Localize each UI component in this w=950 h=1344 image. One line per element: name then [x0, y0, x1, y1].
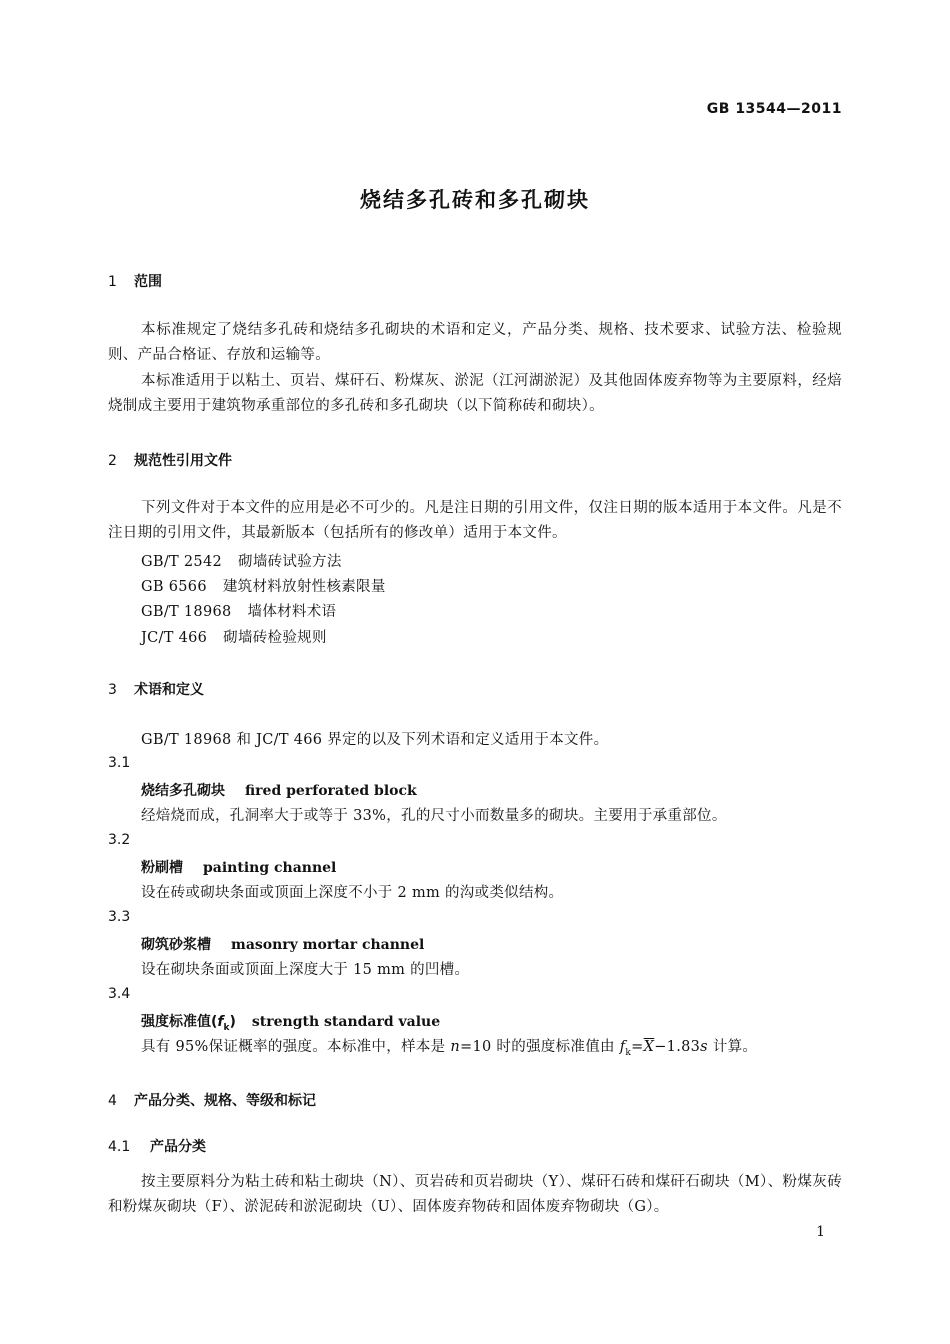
reference-title: 建筑材料放射性核素限量 [222, 579, 386, 595]
section-title: 术语和定义 [134, 682, 204, 698]
section-2-heading [108, 450, 232, 470]
def-part: −1.83 [654, 1039, 701, 1055]
term-definition: 设在砌块条面或顶面上深度大于 15 mm 的凹槽。 [141, 962, 470, 978]
term-number: 3.1 [108, 755, 131, 771]
term-en: masonry mortar channel [231, 937, 425, 953]
reference-title: 墙体材料术语 [247, 604, 337, 620]
section-2-paragraph-1: 下列文件对于本文件的应用是必不可少的。凡是注日期的引用文件，仅注日期的版本适用于本文件。凡是不注日期的引用文件，其最新版本（包括所有的修改单）适用于本文件。 [108, 500, 842, 541]
term-en: painting channel [203, 860, 337, 876]
term-number: 3.4 [108, 986, 131, 1002]
term-number: 3.3 [108, 909, 131, 925]
term-name [141, 1011, 440, 1033]
reference-item [141, 575, 386, 596]
term-zh-close: ) [229, 1014, 236, 1030]
reference-title: 砌墙砖试验方法 [238, 554, 342, 570]
reference-item [141, 626, 327, 647]
term-zh [141, 1014, 236, 1033]
term-en: strength standard value [251, 1014, 441, 1030]
term-name [141, 934, 424, 954]
section-number: 3 [108, 682, 117, 698]
section-3-heading [108, 679, 204, 699]
reference-code: GB/T 18968 [141, 604, 232, 620]
def-var-s: s [700, 1039, 708, 1055]
term-symbol-subscript: k [223, 1022, 230, 1033]
standard-number: GB 13544—2011 [706, 101, 842, 117]
section-1-heading [108, 271, 162, 291]
subsection-number: 4.1 [108, 1139, 131, 1155]
reference-code: GB 6566 [141, 579, 207, 595]
reference-code: JC/T 466 [141, 630, 208, 646]
term-name [141, 780, 417, 800]
term-name [141, 857, 336, 877]
reference-title: 砌墙砖检验规则 [223, 630, 327, 646]
term-zh: 粉刷槽 [141, 860, 183, 876]
section-4-1-paragraph-1: 按主要原料分为粘土砖和粘土砌块（N）、页岩砖和页岩砌块（Y）、煤矸石砖和煤矸石砌块（M）、粉煤灰砖和粉煤灰砌块（F）、淤泥砖和淤泥砌块（U）、固体废弃物砖和固体废弃物砌块（G）。 [108, 1174, 842, 1215]
section-title: 产品分类、规格、等级和标记 [134, 1093, 316, 1109]
def-part: 具有 95%保证概率的强度。本标准中，样本是 [141, 1039, 451, 1055]
section-1-paragraph-2: 本标准适用于以粘土、页岩、煤矸石、粉煤灰、淤泥（江河湖淤泥）及其他固体废弃物等为主要原料，经焙烧制成主要用于建筑物承重部位的多孔砖和多孔砌块（以下简称砖和砌块）。 [108, 373, 842, 414]
term-zh: 砌筑砂浆槽 [141, 937, 211, 953]
reference-item [141, 600, 336, 621]
page-number: 1 [816, 1224, 825, 1240]
term-definition: 设在砖或砌块条面或顶面上深度不小于 2 mm 的沟或类似结构。 [141, 885, 564, 901]
def-part: 计算。 [707, 1039, 758, 1055]
term-zh: 烧结多孔砌块 [141, 783, 225, 799]
term-definition [141, 1035, 757, 1058]
section-number: 1 [108, 274, 117, 290]
section-1-paragraph-1: 本标准规定了烧结多孔砖和烧结多孔砌块的术语和定义，产品分类、规格、技术要求、试验方法、检验规则、产品合格证、存放和运输等。 [108, 322, 842, 363]
def-var-f: f [619, 1039, 626, 1055]
section-4-heading [108, 1090, 316, 1110]
section-title: 范围 [134, 274, 162, 290]
reference-item [141, 550, 342, 571]
document-title: 烧结多孔砖和多孔砌块 [360, 188, 590, 212]
subsection-title: 产品分类 [150, 1139, 206, 1155]
def-var-xbar: $\overline{X}$ [643, 1039, 655, 1055]
term-definition: 经焙烧而成，孔洞率大于或等于 33%，孔的尺寸小而数量多的砌块。主要用于承重部位。 [141, 808, 727, 824]
def-equals: = [631, 1039, 644, 1055]
section-number: 2 [108, 453, 117, 469]
def-part: =10 时的强度标准值由 [460, 1039, 620, 1055]
def-var-f-subscript: k [625, 1047, 632, 1058]
section-title: 规范性引用文件 [134, 453, 232, 469]
section-4-1-heading [108, 1136, 206, 1156]
section-3-intro: GB/T 18968 和 JC/T 466 界定的以及下列术语和定义适用于本文件。 [141, 732, 609, 748]
reference-code: GB/T 2542 [141, 554, 223, 570]
term-symbol: f [217, 1014, 224, 1030]
term-en: fired perforated block [245, 783, 417, 799]
section-number: 4 [108, 1093, 117, 1109]
def-var-n: n [450, 1039, 460, 1055]
term-zh-text: 强度标准值( [141, 1014, 218, 1030]
term-number: 3.2 [108, 832, 131, 848]
